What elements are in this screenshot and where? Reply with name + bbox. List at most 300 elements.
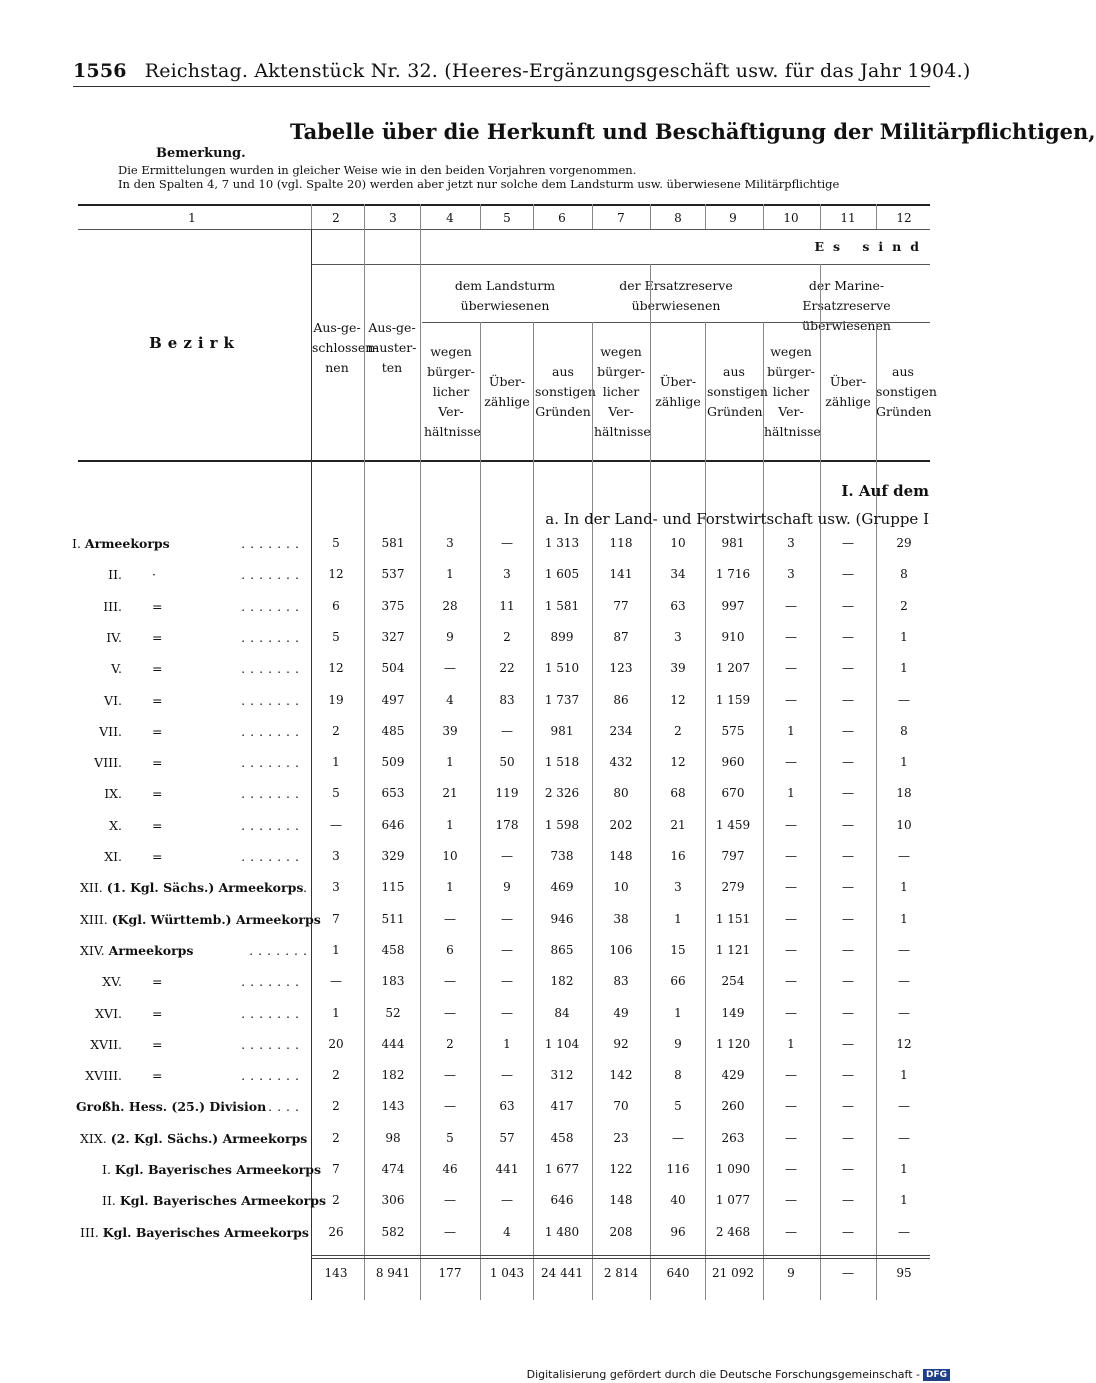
table-cell: 653 (381, 786, 405, 801)
col7-header: wegen bürger-licher Ver-hältnisse (594, 344, 651, 439)
running-head (73, 60, 970, 82)
table-cell: 3 (674, 629, 682, 644)
table-cell: 1 (446, 817, 454, 832)
table-cell: — (842, 567, 854, 582)
col2-header: Aus-ge-schlossen-nen (312, 320, 378, 375)
ditto-mark: = (152, 692, 163, 708)
table-cell: — (785, 598, 797, 613)
table-cell: 1 716 (715, 567, 751, 582)
table-cell: 1 090 (715, 1162, 751, 1176)
leader-dots: ....... (241, 817, 304, 833)
table-cell: — (898, 692, 910, 707)
table-cell: 1 (332, 1005, 340, 1020)
table-cell: 5 (332, 629, 340, 644)
running-title: Reichstag. Aktenstück Nr. 32. (Heeres-Ergänzungsgeschäft usw. für das Jahr 1904.) (144, 60, 971, 82)
leader-dots: ....... (241, 598, 304, 614)
table-cell: — (501, 911, 513, 926)
table-cell: 1 605 (544, 567, 580, 582)
table-cell: 143 (381, 1099, 405, 1114)
table-cell: 8 (900, 723, 908, 738)
column-rule (420, 204, 421, 1300)
table-cell: 1 (503, 1036, 511, 1051)
table-cell: 444 (381, 1036, 405, 1051)
table-cell: 148 (609, 1193, 633, 1208)
table-cell: 15 (670, 942, 686, 957)
row-roman: XIX. (80, 1130, 107, 1146)
column-number-rule (650, 204, 651, 229)
table-cell: 3 (332, 880, 340, 895)
table-cell: 8 (900, 567, 908, 582)
table-cell: — (785, 1005, 797, 1020)
table-cell: 50 (499, 755, 515, 770)
leader-dots: ....... (241, 723, 304, 739)
table-cell: 1 207 (715, 661, 751, 676)
ditto-mark: = (152, 598, 163, 614)
row-roman: VII. (99, 723, 122, 739)
table-cell: 511 (381, 911, 405, 926)
table-cell: — (842, 629, 854, 644)
row-roman: I. (72, 536, 81, 551)
row-roman: XIV. (80, 942, 105, 958)
table-cell: — (444, 1068, 456, 1083)
column-rule (592, 322, 593, 1300)
ditto-mark: = (152, 849, 163, 864)
row-roman: V. (111, 661, 122, 677)
total-cell: 1 043 (489, 1266, 525, 1280)
table-cell: 77 (613, 598, 629, 613)
table-cell: 279 (721, 880, 745, 895)
table-cell: 208 (609, 1224, 633, 1239)
table-cell: — (330, 974, 342, 989)
table-cell: 1 (900, 1193, 908, 1208)
row-roman: XVIII. (85, 1068, 122, 1084)
table-cell: — (444, 1224, 456, 1239)
table-cell: 1 120 (715, 1036, 751, 1051)
table-cell: 118 (609, 536, 633, 550)
table-cell: 80 (613, 786, 629, 801)
table-cell: — (842, 974, 854, 989)
table-cell: — (501, 1005, 513, 1020)
table-cell: 497 (381, 692, 405, 707)
table-cell: 1 313 (544, 536, 580, 550)
column-number-rule (78, 229, 930, 230)
table-cell: 12 (670, 692, 686, 707)
table-cell: — (842, 1162, 854, 1176)
table-cell: — (501, 1193, 513, 1208)
table-cell: 1 737 (544, 692, 580, 707)
total-cell: — (842, 1266, 854, 1280)
row-name: (1. Kgl. Sächs.) Armeekorps (106, 880, 304, 896)
table-cell: 469 (550, 880, 574, 895)
row-label (72, 786, 306, 801)
column-number-1: 1 (188, 211, 196, 225)
column-number-2: 2 (332, 211, 340, 225)
totals-rule-double (311, 1258, 930, 1259)
table-cell: — (842, 1068, 854, 1083)
table-cell: 5 (446, 1130, 454, 1145)
table-cell: — (785, 1193, 797, 1208)
total-cell: 2 814 (603, 1266, 639, 1280)
table-cell: 18 (896, 786, 912, 801)
table-cell: 20 (328, 1036, 344, 1051)
table-cell: — (672, 1130, 684, 1145)
ditto-mark: = (152, 661, 163, 677)
table-cell: 9 (674, 1036, 682, 1051)
table-cell: 5 (332, 536, 340, 550)
ditto-mark: = (152, 723, 163, 739)
row-label (72, 693, 306, 708)
table-cell: 458 (381, 942, 405, 957)
table-cell: 2 (446, 1036, 454, 1051)
remark-heading: Bemerkung. (156, 146, 246, 161)
table-cell: 28 (442, 598, 458, 613)
table-cell: 86 (613, 692, 629, 707)
col11-header: Über-zählige (825, 374, 871, 409)
section-heading: I. Auf dem (841, 482, 929, 500)
table-cell: 1 581 (544, 598, 580, 613)
leader-dots: .... (268, 1099, 304, 1115)
table-cell: — (898, 1224, 910, 1239)
table-cell: — (842, 1005, 854, 1020)
table-cell: — (444, 1193, 456, 1208)
table-cell: 2 326 (544, 786, 580, 801)
table-cell: 254 (721, 974, 745, 989)
table-cell: — (501, 974, 513, 989)
table-cell: 738 (550, 849, 574, 863)
column-number-4: 4 (446, 211, 454, 225)
table-cell: 3 (446, 536, 454, 550)
table-cell: 1 (900, 1068, 908, 1083)
row-roman: VIII. (94, 755, 122, 771)
table-cell: — (842, 911, 854, 926)
table-cell: 2 (900, 598, 908, 613)
table-cell: 63 (499, 1099, 515, 1114)
table-cell: 575 (721, 723, 745, 738)
table-cell: 1 104 (544, 1036, 580, 1051)
table-cell: 581 (381, 536, 405, 550)
table-cell: 865 (550, 942, 574, 957)
column-rule (533, 322, 534, 1300)
leader-dots: ....... (241, 974, 304, 990)
ditto-mark: = (152, 786, 163, 802)
table-cell: 10 (442, 849, 458, 863)
column-number-3: 3 (389, 211, 397, 225)
row-label (72, 599, 306, 614)
table-cell: 46 (442, 1162, 458, 1176)
leader-dots: ....... (241, 567, 304, 583)
table-cell: 582 (381, 1224, 405, 1239)
table-cell: 182 (550, 974, 574, 989)
leader-dots: ....... (241, 629, 304, 645)
footer-credit (527, 1368, 950, 1381)
table-cell: — (898, 1005, 910, 1020)
table-cell: 429 (721, 1068, 745, 1083)
table-cell: — (842, 661, 854, 676)
column-rule (650, 264, 651, 1300)
table-cell: 84 (554, 1005, 570, 1020)
table-cell: 12 (328, 567, 344, 582)
table-cell: 26 (328, 1224, 344, 1239)
table-cell: 57 (499, 1130, 515, 1145)
table-cell: 141 (609, 567, 633, 582)
table-cell: — (842, 1099, 854, 1114)
ditto-mark: = (152, 974, 163, 990)
total-cell: 24 441 (541, 1266, 583, 1280)
row-label (72, 974, 306, 989)
table-cell: — (842, 786, 854, 801)
table-cell: — (842, 817, 854, 832)
table-cell: — (842, 1224, 854, 1239)
col4-header: wegen bürger-licher Ver-hältnisse (424, 344, 481, 439)
table-cell: 116 (666, 1162, 690, 1176)
column-rule (705, 322, 706, 1300)
row-label (72, 567, 306, 582)
table-cell: — (842, 723, 854, 738)
row-roman: IV. (106, 629, 122, 645)
total-cell: 9 (787, 1266, 795, 1280)
table-cell: 115 (381, 880, 405, 895)
table-cell: 260 (721, 1099, 745, 1114)
ditto-mark: = (152, 1068, 163, 1084)
table-cell: 21 (442, 786, 458, 801)
column-rule (364, 204, 365, 1300)
table-cell: 119 (495, 786, 519, 801)
table-cell: 504 (381, 661, 405, 676)
column-number-7: 7 (617, 211, 625, 225)
table-cell: 329 (381, 849, 405, 863)
table-cell: 1 459 (715, 817, 751, 832)
table-cell: — (330, 817, 342, 832)
table-cell: — (842, 1036, 854, 1051)
table-cell: — (444, 1005, 456, 1020)
table-cell: — (785, 911, 797, 926)
table-header-bottom-rule (78, 460, 930, 462)
row-roman: XVI. (95, 1005, 122, 1021)
table-cell: 6 (332, 598, 340, 613)
table-cell: 1 (787, 723, 795, 738)
table-cell: 981 (550, 723, 574, 738)
table-cell: — (785, 817, 797, 832)
table-cell: — (785, 1068, 797, 1083)
table-cell: 1 518 (544, 755, 580, 770)
row-label (72, 1225, 314, 1240)
table-cell: 2 (332, 1099, 340, 1114)
table-cell: 63 (670, 598, 686, 613)
table-cell: — (785, 1099, 797, 1114)
table-cell: 87 (613, 629, 629, 644)
table-cell: 34 (670, 567, 686, 582)
leader-dots: ....... (241, 661, 304, 677)
table-cell: 6 (446, 942, 454, 957)
table-cell: 52 (385, 1005, 401, 1020)
table-cell: 1 077 (715, 1193, 751, 1208)
column-number-rule (311, 204, 312, 229)
column-number-9: 9 (729, 211, 737, 225)
table-cell: 1 (787, 786, 795, 801)
table-cell: 39 (670, 661, 686, 676)
table-cell: 66 (670, 974, 686, 989)
table-cell: 234 (609, 723, 633, 738)
column-rule (820, 264, 821, 1300)
col9-header: aus sonstigen Gründen (707, 364, 768, 419)
table-cell: 8 (674, 1068, 682, 1083)
table-cell: 1 (332, 942, 340, 957)
table-cell: — (785, 880, 797, 895)
row-roman: XVII. (90, 1036, 122, 1052)
ditto-mark: = (152, 817, 163, 833)
table-cell: — (444, 661, 456, 676)
column-number-5: 5 (503, 211, 511, 225)
table-cell: 417 (550, 1099, 574, 1114)
table-cell: — (785, 692, 797, 707)
leader-dots: ....... (241, 536, 304, 551)
table-cell: 5 (332, 786, 340, 801)
row-label (72, 943, 314, 958)
table-cell: 16 (670, 849, 686, 863)
table-cell: — (898, 1130, 910, 1145)
row-name: Großh. Hess. (25.) Division (76, 1099, 267, 1115)
table-cell: 1 151 (715, 911, 751, 926)
table-cell: 474 (381, 1162, 405, 1176)
table-cell: 2 (503, 629, 511, 644)
table-cell: 12 (328, 661, 344, 676)
column-number-rule (705, 204, 706, 229)
row-roman: III. (103, 598, 122, 614)
table-cell: — (842, 1193, 854, 1208)
row-name: Kgl. Bayerisches Armeekorps (114, 1162, 322, 1177)
table-cell: — (785, 974, 797, 989)
table-cell: — (501, 849, 513, 863)
table-cell: 2 (332, 1068, 340, 1083)
table-cell: 485 (381, 723, 405, 738)
column-rule (763, 322, 764, 1300)
table-cell: 1 (446, 755, 454, 770)
total-cell: 143 (324, 1266, 348, 1280)
table-cell: 68 (670, 786, 686, 801)
table-cell: 1 598 (544, 817, 580, 832)
table-cell: 2 (674, 723, 682, 738)
table-cell: 1 (900, 880, 908, 895)
table-cell: 40 (670, 1193, 686, 1208)
group-heading: a. In der Land- und Forstwirtschaft usw. (Gruppe I (545, 510, 929, 528)
table-cell: 148 (609, 849, 633, 863)
row-roman: II. (108, 567, 122, 583)
table-cell: 1 (332, 755, 340, 770)
table-cell: 1 (674, 911, 682, 926)
es-sind-label: Es sind (814, 239, 928, 254)
row-label (72, 1099, 306, 1114)
column-number-rule (763, 204, 764, 229)
table-cell: 12 (670, 755, 686, 770)
table-cell: 1 480 (544, 1224, 580, 1239)
table-cell: 1 (900, 1162, 908, 1176)
footer-credit-text: Digitalisierung gefördert durch die Deutsche Forschungsgemeinschaft - (526, 1368, 920, 1381)
table-cell: — (842, 1130, 854, 1145)
table-cell: 10 (613, 880, 629, 895)
dfg-logo: DFG (923, 1369, 950, 1381)
table-title: Tabelle über die Herkunft und Beschäftigung der Militärpflichtigen, (290, 119, 1096, 144)
table-cell: — (898, 849, 910, 863)
ditto-mark: = (152, 629, 163, 645)
table-cell: 306 (381, 1193, 405, 1208)
leader-dots: . (303, 880, 312, 896)
table-cell: 960 (721, 755, 745, 770)
table-cell: 646 (550, 1193, 574, 1208)
col5-header: Über-zählige (484, 374, 530, 409)
table-cell: 22 (499, 661, 515, 676)
table-cell: 441 (495, 1162, 519, 1176)
table-cell: — (785, 1224, 797, 1239)
row-label (72, 849, 306, 864)
table-cell: 149 (721, 1005, 745, 1020)
table-cell: 3 (787, 567, 795, 582)
row-label (72, 1006, 306, 1021)
row-name: Armeekorps (84, 536, 170, 551)
table-cell: 646 (381, 817, 405, 832)
table-cell: 123 (609, 661, 633, 676)
table-cell: 178 (495, 817, 519, 832)
table-cell: 263 (721, 1130, 745, 1145)
table-cell: 312 (550, 1068, 574, 1083)
table-cell: 83 (499, 692, 515, 707)
col10-header: wegen bürger-licher Ver-hältnisse (764, 344, 821, 439)
table-cell: 96 (670, 1224, 686, 1239)
table-cell: — (501, 723, 513, 738)
table-cell: — (898, 1099, 910, 1114)
table-cell: — (898, 974, 910, 989)
table-cell: — (842, 598, 854, 613)
table-cell: 1 121 (715, 942, 751, 957)
table-cell: — (898, 942, 910, 957)
row-label (72, 1193, 336, 1208)
table-cell: 7 (332, 911, 340, 926)
table-cell: 1 (900, 629, 908, 644)
table-cell: 183 (381, 974, 405, 989)
remark-line-2: In den Spalten 4, 7 und 10 (vgl. Spalte 20) werden aber jetzt nur solche dem Landsturm usw. überwiesene Militärpflichtige (118, 177, 840, 191)
table-cell: 432 (609, 755, 633, 770)
row-roman: XII. (80, 880, 103, 896)
table-cell: — (444, 911, 456, 926)
table-cell: 899 (550, 629, 574, 644)
table-cell: 202 (609, 817, 633, 832)
table-cell: — (501, 536, 513, 550)
table-cell: 1 (900, 755, 908, 770)
page-number: 1556 (73, 60, 127, 82)
column-number-rule (480, 204, 481, 229)
totals-rule (311, 1255, 930, 1256)
ditto-mark: · (152, 567, 156, 583)
table-cell: 3 (332, 849, 340, 863)
row-roman: X. (109, 817, 122, 833)
column-number-rule (420, 204, 421, 229)
column-number-rule (876, 204, 877, 229)
table-cell: — (842, 755, 854, 770)
header-rule (73, 86, 930, 87)
table-cell: 1 (787, 1036, 795, 1051)
table-cell: 142 (609, 1068, 633, 1083)
leader-dots: ....... (249, 942, 312, 958)
table-cell: 4 (503, 1224, 511, 1239)
row-roman: XV. (102, 974, 122, 990)
table-cell: 1 (674, 1005, 682, 1020)
leader-dots: ....... (241, 1005, 304, 1021)
table-cell: — (785, 942, 797, 957)
table-cell: 11 (499, 598, 515, 613)
column-number-rule (820, 204, 821, 229)
table-cell: 910 (721, 629, 745, 644)
table-cell: 4 (446, 692, 454, 707)
table-cell: — (785, 755, 797, 770)
